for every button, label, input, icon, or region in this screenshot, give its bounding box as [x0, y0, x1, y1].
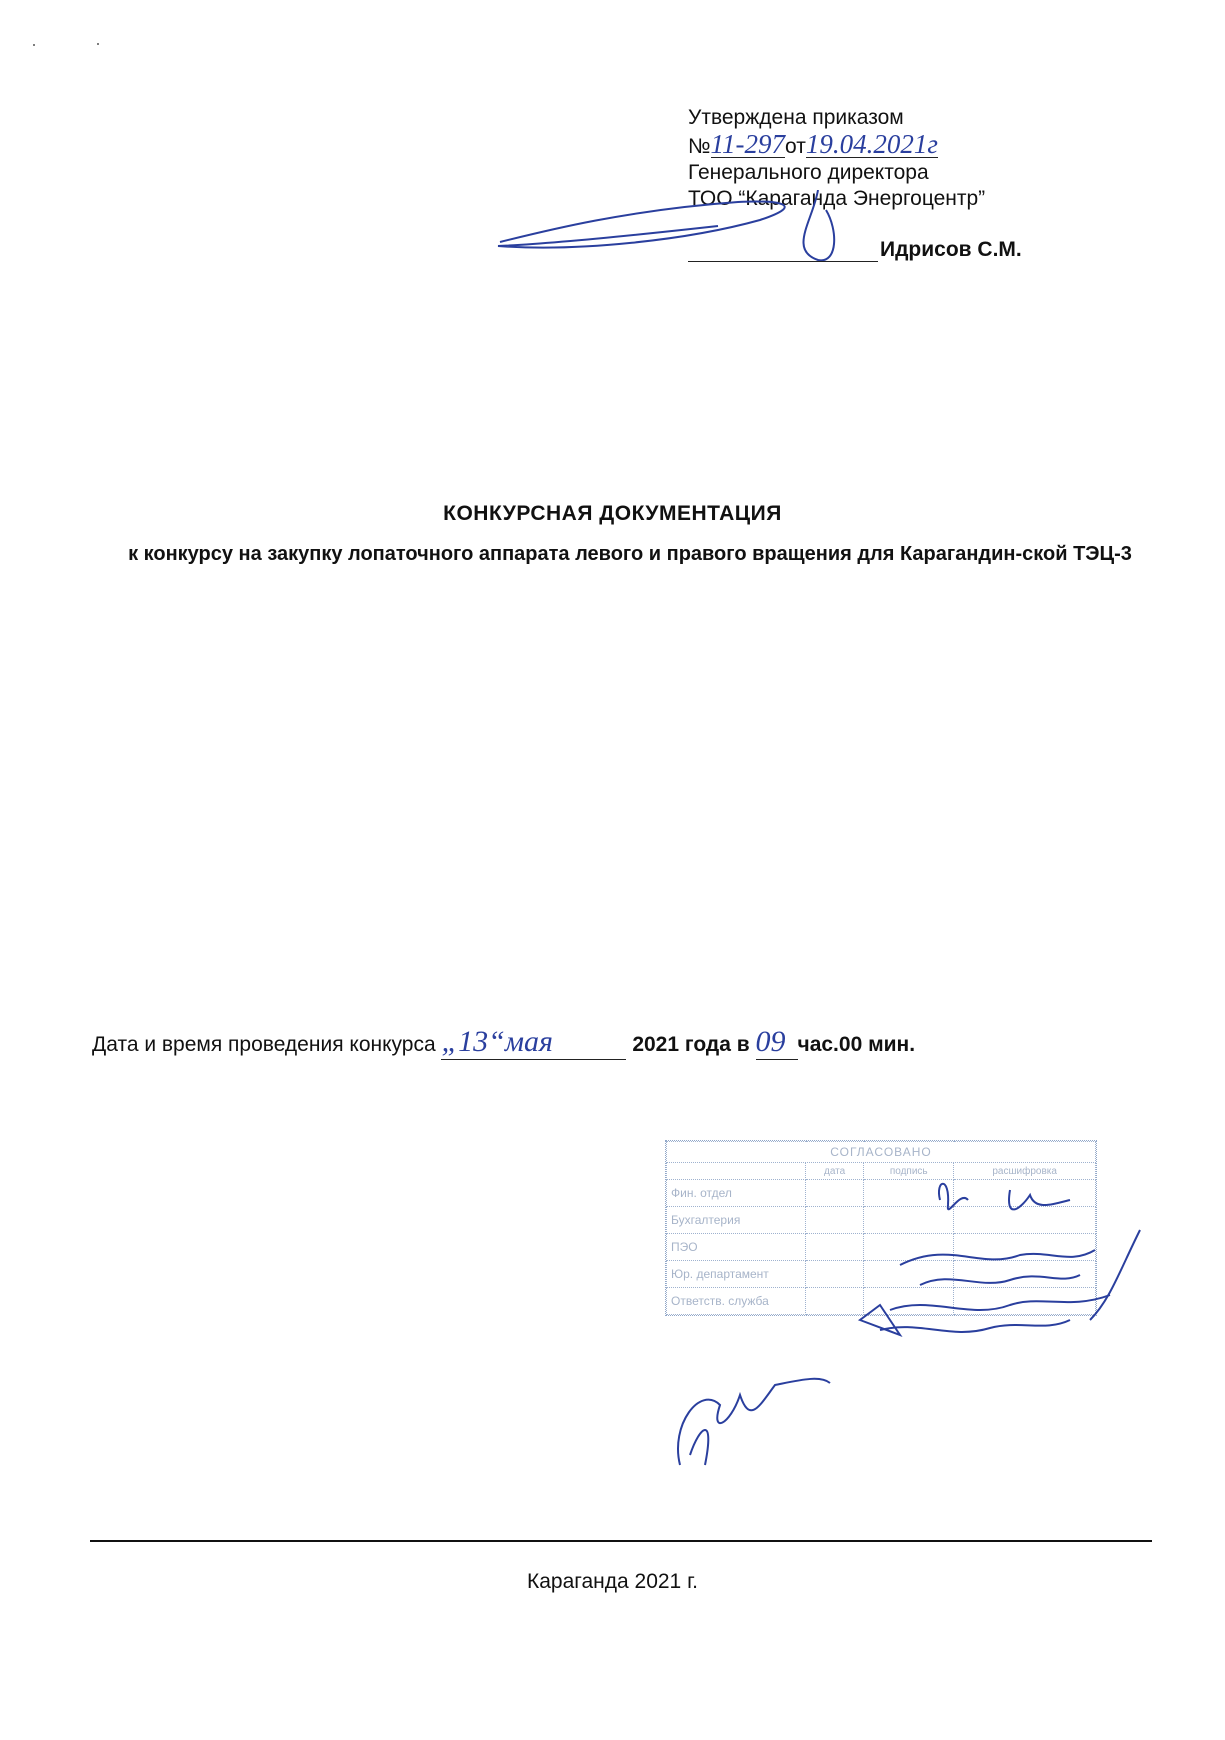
quote-close: “ [488, 1025, 505, 1058]
approval-heading: Утверждена приказом [688, 106, 904, 129]
approval-order-line [688, 131, 1088, 160]
approval-company: ТОО “Караганда Энергоцентр” [688, 187, 986, 210]
approval-position: Генерального директора [688, 161, 929, 184]
stamp-col-date: дата [806, 1163, 864, 1180]
footer-divider [90, 1540, 1152, 1542]
number-sign: № [688, 135, 711, 158]
stamp-row-label: Юр. департамент [667, 1261, 806, 1288]
quote-open: „ [441, 1025, 459, 1058]
order-date: 19.04.2021г [805, 129, 938, 159]
competition-hour: 09 [755, 1025, 786, 1058]
competition-date-line [92, 1025, 915, 1060]
date-prefix: Дата и время проведения конкурса [92, 1033, 436, 1056]
stamp-row-label: Ответств. служба [667, 1288, 806, 1315]
time-suffix: час.00 мин. [797, 1033, 916, 1056]
signatory-name: Идрисов С.М. [880, 238, 1022, 261]
stamp-row-label: Бухгалтерия [667, 1207, 806, 1234]
additional-signature [660, 1365, 840, 1475]
stamp-header: СОГЛАСОВАНО [667, 1142, 1096, 1163]
footer-city-year: Караганда 2021 г. [527, 1570, 698, 1593]
competition-month: мая [504, 1025, 553, 1058]
stamp-row-label: ПЭО [667, 1234, 806, 1261]
document-title: КОНКУРСНАЯ ДОКУМЕНТАЦИЯ [443, 502, 782, 525]
hour-blank [756, 1025, 798, 1060]
order-number: 11-297 [710, 129, 786, 159]
stamp-row-label: Фин. отдел [667, 1180, 806, 1207]
signature-blank [688, 239, 878, 262]
from-word: от [785, 135, 806, 158]
stamp-col-name: расшифровка [954, 1163, 1096, 1180]
stamp-col-sign: подпись [864, 1163, 954, 1180]
year-text: 2021 года в [632, 1033, 750, 1056]
document-subtitle: к конкурсу на закупку лопаточного аппарата левого и правого вращения для Карагандин-ской ТЭЦ-3 [128, 543, 1132, 565]
signature-line [688, 238, 1022, 262]
scan-specks [30, 40, 130, 50]
competition-day: 13 [458, 1025, 489, 1058]
date-blank [441, 1025, 626, 1060]
stamp-signatures [650, 1170, 1150, 1360]
